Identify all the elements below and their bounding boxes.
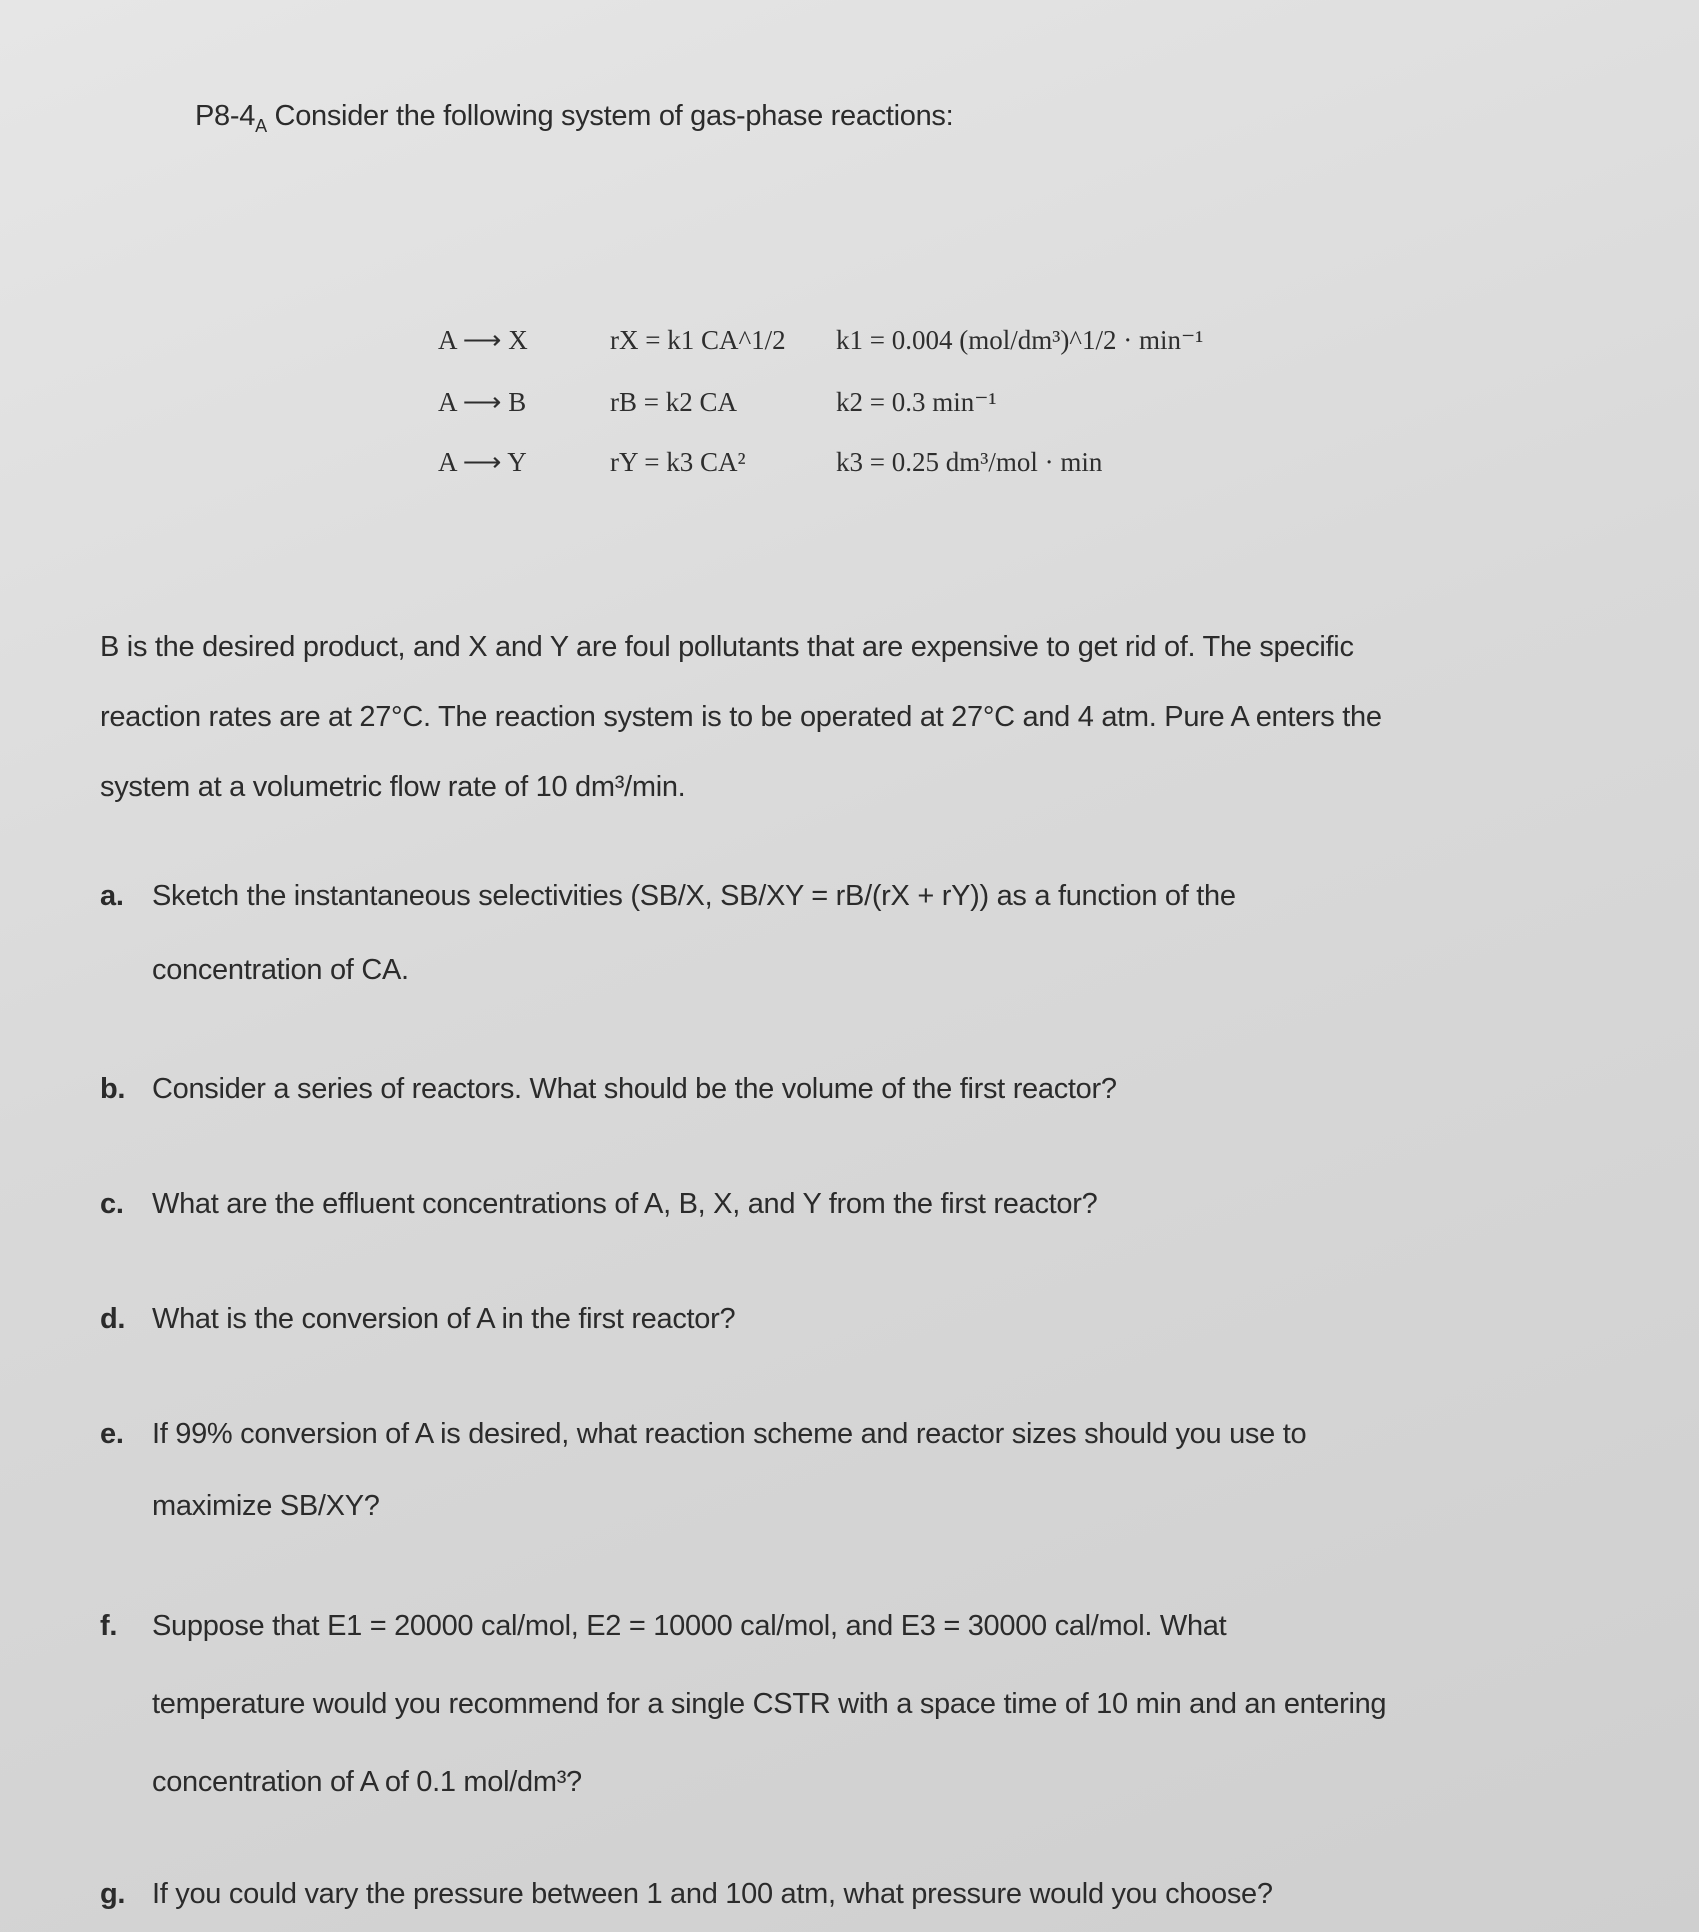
problem-title: Consider the following system of gas-phase reactions: [274, 100, 954, 132]
reaction-equation: A ⟶ B [438, 387, 527, 417]
rate-law: rY = k3 CA² [610, 447, 746, 477]
question-letter: e. [100, 1418, 124, 1450]
intro-line-2: reaction rates are at 27°C. The reaction system is to be operated at 27°C and 4 atm. Pure A enters the [100, 701, 1382, 733]
question-letter: g. [100, 1878, 126, 1910]
reaction-equation: A ⟶ Y [438, 447, 527, 477]
question-line: temperature would you recommend for a single CSTR with a space time of 10 min and an entering [152, 1688, 1387, 1720]
question-letter: b. [100, 1073, 126, 1105]
question-line: If 99% conversion of A is desired, what reaction scheme and reactor sizes should you use to [152, 1418, 1307, 1450]
problem-id-subscript: A [255, 115, 267, 136]
question-line: What is the conversion of A in the first reactor? [152, 1303, 736, 1335]
problem-id: P8-4 [195, 100, 256, 132]
question-line: concentration of CA. [152, 954, 409, 986]
question-letter: d. [100, 1303, 126, 1335]
rate-law: rX = k1 CA^1/2 [610, 325, 786, 355]
question-letter: c. [100, 1188, 124, 1220]
question-letter: a. [100, 880, 124, 912]
intro-paragraph [100, 612, 1600, 822]
question-line: Suppose that E1 = 20000 cal/mol, E2 = 10000 cal/mol, and E3 = 30000 cal/mol. What [152, 1610, 1227, 1642]
question-line: Consider a series of reactors. What should be the volume of the first reactor? [152, 1073, 1117, 1105]
intro-line-1: B is the desired product, and X and Y are foul pollutants that are expensive to get rid of. The specific [100, 631, 1354, 663]
question-line: concentration of A of 0.1 mol/dm³? [152, 1766, 582, 1798]
question-line: Sketch the instantaneous selectivities (SB/X, SB/XY = rB/(rX + rY)) as a function of the [152, 880, 1236, 912]
question-line: If you could vary the pressure between 1 and 100 atm, what pressure would you choose? [152, 1878, 1273, 1910]
problem-heading [195, 100, 953, 137]
rate-constant: k1 = 0.004 (mol/dm³)^1/2 · min⁻¹ [836, 325, 1204, 355]
question-line: What are the effluent concentrations of A, B, X, and Y from the first reactor? [152, 1188, 1098, 1220]
rate-constant: k3 = 0.25 dm³/mol · min [836, 447, 1103, 477]
intro-line-3: system at a volumetric flow rate of 10 dm³/min. [100, 771, 686, 803]
question-line: maximize SB/XY? [152, 1490, 380, 1522]
rate-constant: k2 = 0.3 min⁻¹ [836, 387, 997, 417]
reaction-equation: A ⟶ X [438, 325, 528, 355]
question-letter: f. [100, 1610, 118, 1642]
rate-law: rB = k2 CA [610, 387, 737, 417]
